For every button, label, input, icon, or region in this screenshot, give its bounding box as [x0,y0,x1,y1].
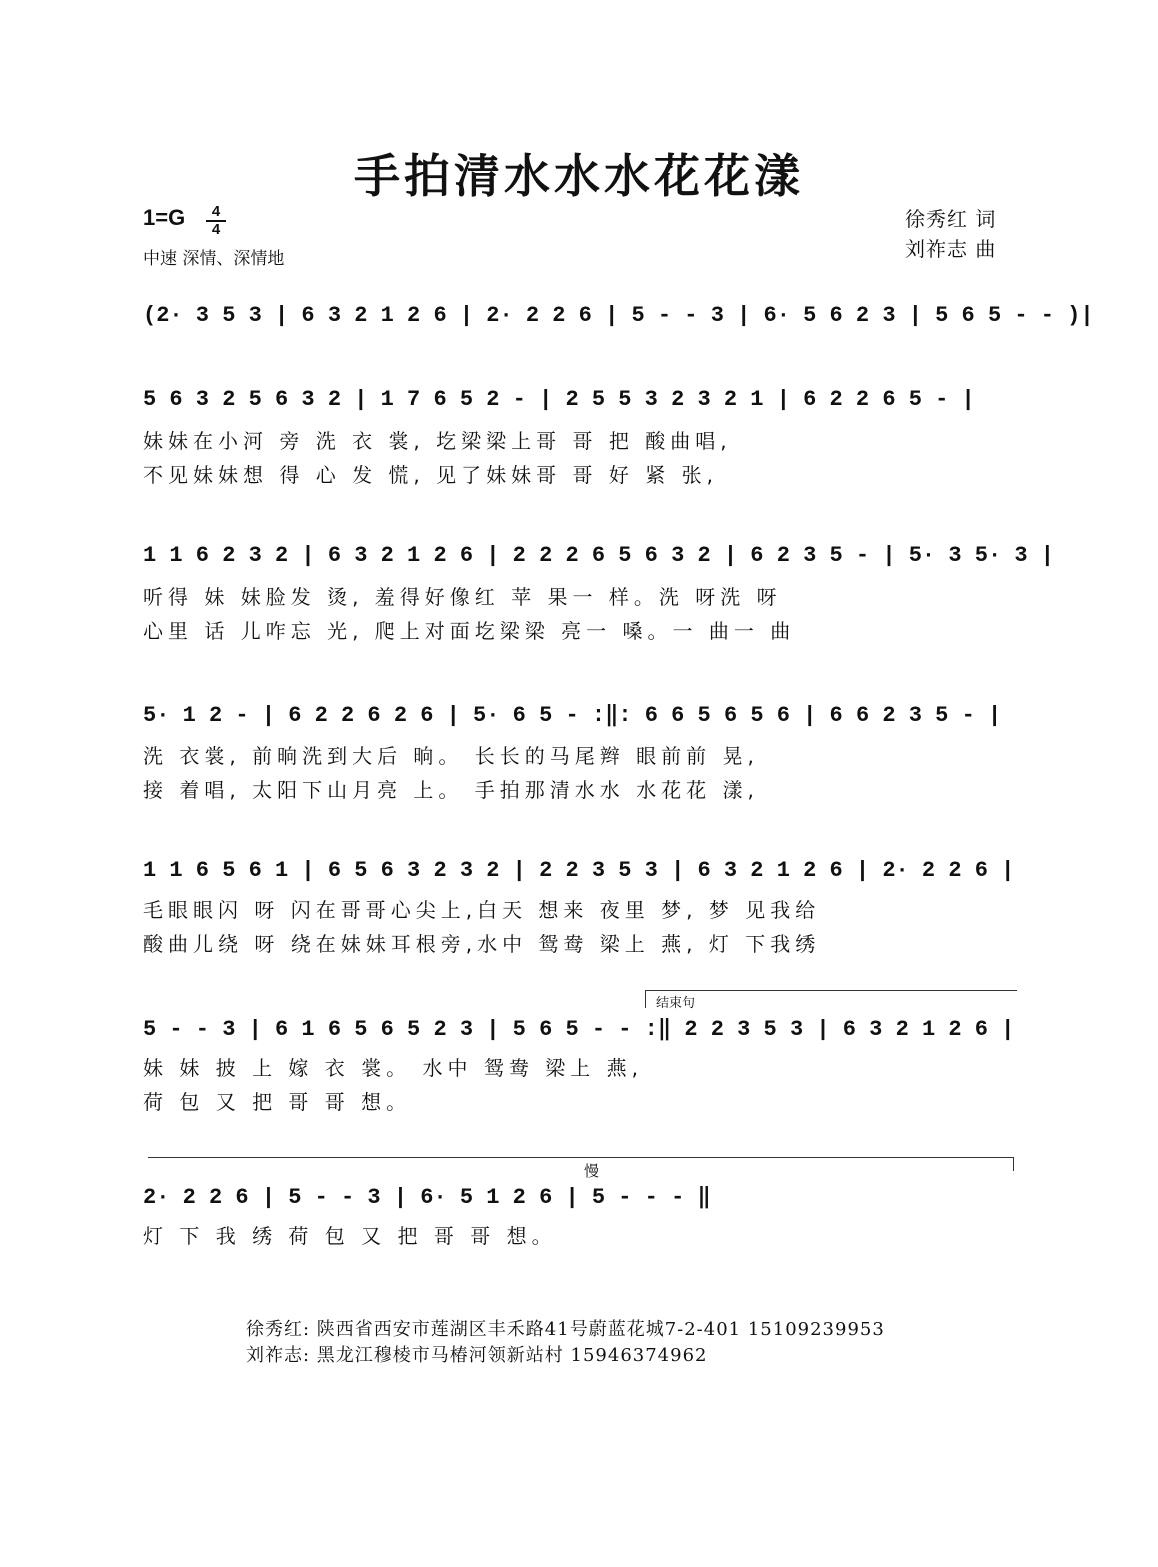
ending-label: 结束句 [656,996,696,1011]
ending-bracket-left [645,990,646,1008]
lyrics-line-5-verse-2: 酸曲儿绕 呀 绕在妹妹耳根旁,水中 鸳鸯 梁上 燕, 灯 下我绣 [143,932,821,956]
notation-line-4: 5· 1 2 - | 6 2 2 6 2 6 | 5· 6 5 - :‖: 6 6 5 6 5 6 | 6 6 2 3 5 - | [143,703,1002,728]
tempo-marking: 中速 深情、深情地 [143,249,285,269]
time-signature-bottom: 4 [211,221,221,238]
slow-marking: 慢 [584,1162,600,1180]
time-signature [206,205,226,237]
lyrics-line-3-verse-1: 听得 妹 妹脸发 烫, 羞得好像红 苹 果一 样。洗 呀洗 呀 [143,585,782,609]
contact-composer: 刘祚志: 黑龙江穆棱市马椿河领新站村 15946374962 [246,1345,708,1366]
lyrics-line-2-verse-1: 妹妹在小河 旁 洗 衣 裳, 圪梁梁上哥 哥 把 酸曲唱, [143,429,732,453]
ending-bracket-right [1013,1157,1014,1171]
song-title: 手拍清水水水花花漾 [354,149,804,203]
lyrics-line-3-verse-2: 心里 话 儿咋忘 光, 爬上对面圪梁梁 亮一 嗓。一 曲一 曲 [143,619,796,643]
contact-lyricist: 徐秀红: 陕西省西安市莲湖区丰禾路41号蔚蓝花城7-2-401 15109239953 [246,1319,885,1340]
notation-line-2: 5 6 3 2 5 6 3 2 | 1 7 6 5 2 - | 2 5 5 3 2 3 2 1 | 6 2 2 6 5 - | [143,387,975,412]
ending-bracket-continued [148,1157,1013,1158]
notation-line-5: 1 1 6 5 6 1 | 6 5 6 3 2 3 2 | 2 2 3 5 3 | 6 3 2 1 2 6 | 2· 2 2 6 | [143,858,1015,883]
lyrics-line-6-verse-2: 荷 包 又 把 哥 哥 想。 [143,1090,412,1114]
lyrics-line-4-verse-1: 洗 衣裳, 前晌洗到大后 晌。 长长的马尾辫 眼前前 晃, [143,744,759,768]
key-signature: 1=G [143,205,186,230]
lyrics-line-2-verse-2: 不见妹妹想 得 心 发 慌, 见了妹妹哥 哥 好 紧 张, [143,463,718,487]
lyrics-line-7: 灯 下 我 绣 荷 包 又 把 哥 哥 想。 [143,1224,557,1248]
lyrics-line-6-verse-1: 妹 妹 披 上 嫁 衣 裳。 水中 鸳鸯 梁上 燕, [143,1056,643,1080]
ending-bracket [645,990,1017,991]
lyrics-line-5-verse-1: 毛眼眼闪 呀 闪在哥哥心尖上,白天 想来 夜里 梦, 梦 见我给 [143,898,821,922]
notation-line-7: 2· 2 2 6 | 5 - - 3 | 6· 5 1 2 6 | 5 - - - ‖ [143,1185,711,1210]
notation-line-6: 5 - - 3 | 6 1 6 5 6 5 2 3 | 5 6 5 - - :‖ 2 2 3 5 3 | 6 3 2 1 2 6 | [143,1017,1015,1042]
composer-credit: 刘祚志 曲 [905,237,997,261]
notation-line-3: 1 1 6 2 3 2 | 6 3 2 1 2 6 | 2 2 2 6 5 6 3 2 | 6 2 3 5 - | 5· 3 5· 3 | [143,543,1054,568]
lyrics-line-4-verse-2: 接 着唱, 太阳下山月亮 上。 手拍那清水水 水花花 漾, [143,778,759,802]
notation-line-1: (2· 3 5 3 | 6 3 2 1 2 6 | 2· 2 2 6 | 5 - - 3 | 6· 5 6 2 3 | 5 6 5 - - )| [143,303,1094,328]
lyricist-credit: 徐秀红 词 [905,207,997,231]
time-signature-top: 4 [211,203,221,220]
